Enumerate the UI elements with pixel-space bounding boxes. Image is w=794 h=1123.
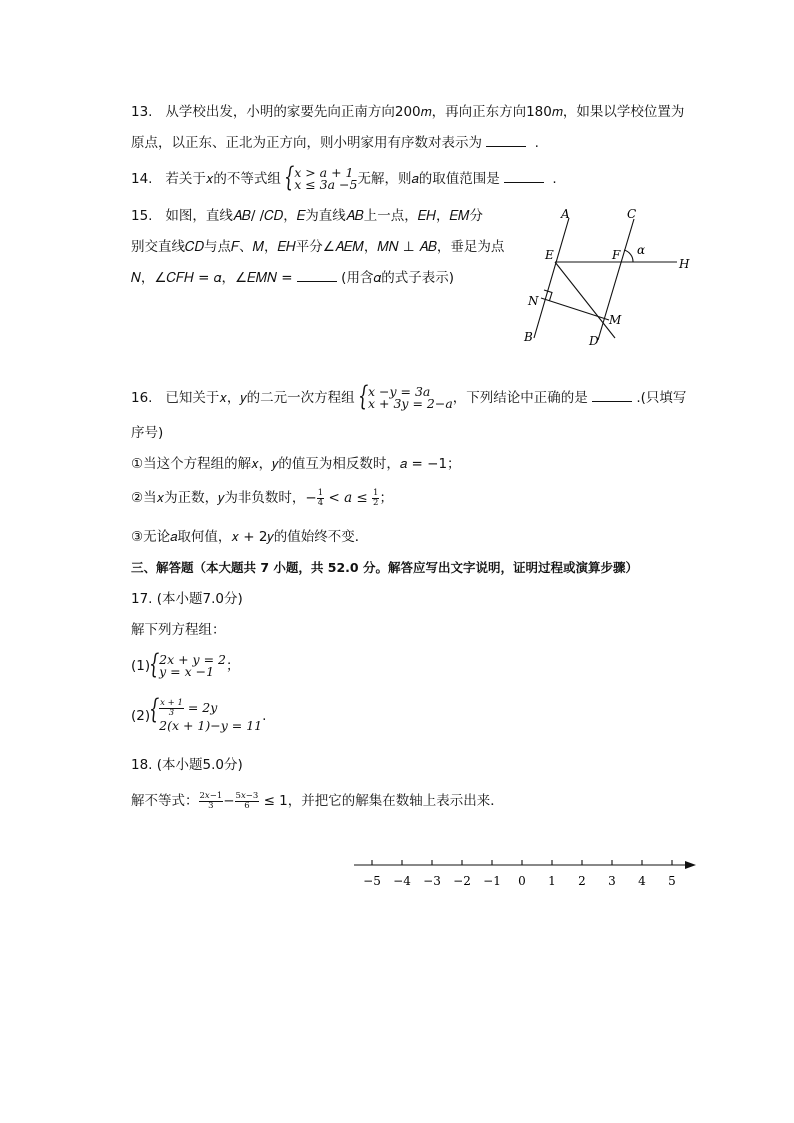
number-line-tick-label: −1	[483, 874, 501, 888]
q17-header	[131, 589, 243, 609]
number-line-tick-label: 3	[608, 874, 616, 888]
number-line-tick-label: 4	[638, 874, 646, 888]
q16-item1	[131, 454, 461, 474]
fraction-denominator: 2	[373, 497, 379, 508]
q16-sys-row2: 𝑥 + 3𝑦 = 2−𝑎	[367, 396, 453, 411]
q17-part2-row1	[159, 699, 262, 718]
q16-equation-system	[359, 386, 453, 410]
q15-text-2: 别交直线𝐶𝐷与点𝐹、𝑀，𝐸𝐻平分∠𝐴𝐸𝑀，𝑀𝑁 ⊥ 𝐴𝐵，垂足为点	[131, 239, 505, 255]
q18-header-text: 18. (本小题5.0分)	[131, 757, 243, 773]
q13-line2	[131, 133, 539, 153]
number-line	[350, 850, 700, 890]
label-c: C	[627, 207, 637, 221]
q15-line2	[131, 237, 504, 257]
label-e: E	[545, 248, 554, 262]
q15-text-3a: 𝑁，∠𝐶𝐹𝐻 = 𝛼，∠𝐸𝑀𝑁 =	[131, 270, 293, 286]
q14-answer-blank[interactable]	[504, 170, 544, 183]
q16-item2	[131, 486, 393, 510]
q17-prompt	[131, 620, 226, 640]
q18-minus: −	[223, 793, 235, 809]
q13-answer-blank[interactable]	[486, 134, 526, 147]
q17-part2-fraction	[159, 699, 184, 718]
label-m: M	[609, 313, 622, 327]
q18-body	[131, 788, 504, 814]
number-line-tick-label: 1	[548, 874, 556, 888]
q18-fraction-2	[235, 792, 260, 811]
q15-number: 15.	[131, 208, 153, 224]
fraction-denominator: 3	[208, 800, 214, 811]
q15-line3	[131, 268, 454, 288]
q16-text-2: 序号)	[131, 425, 164, 441]
q17-prompt-text: 解下列方程组：	[131, 622, 226, 638]
q17-header-text: 17. (本小题7.0分)	[131, 591, 243, 607]
number-line-tick-label: −5	[363, 874, 381, 888]
number-line-tick-label: 2	[578, 874, 586, 888]
q17-part2-row1-rest: = 2𝑦	[187, 699, 218, 715]
q16-suffix: ，下列结论中正确的是	[452, 390, 588, 406]
segment-mn	[541, 298, 609, 320]
number-line-tick-label: 5	[668, 874, 676, 888]
q14-sys-row1: { 𝑥 > 𝑎 + 1	[294, 165, 354, 180]
fraction-numerator: 5𝑥−3	[235, 790, 259, 801]
q15-text-3b: (用含𝛼的式子表示)	[341, 270, 455, 286]
number-line-tick-label: −3	[423, 874, 441, 888]
q17-part2-label: (2)	[131, 708, 151, 724]
q16-item3-text: ③无论𝑎取何值，𝑥 + 2𝑦的值始终不变．	[131, 529, 369, 545]
line-ab	[534, 218, 569, 338]
q17-part1	[131, 651, 239, 681]
q16-item3	[131, 527, 368, 547]
fraction-denominator: 3	[168, 707, 175, 718]
q16-line2	[131, 423, 163, 443]
section-3-heading	[131, 558, 638, 578]
q13-number: 13.	[131, 104, 153, 120]
q13-text-2: 原点，以正东、正北为正方向，则小明家用有序数对表示为	[131, 135, 482, 151]
label-h: H	[679, 257, 690, 271]
fraction-numerator: { 𝑥 + 1	[160, 697, 183, 708]
q16-line1	[131, 383, 686, 413]
number-line-tick-label: −4	[393, 874, 411, 888]
q16-tail: .(只填写	[636, 390, 687, 406]
q15-answer-blank[interactable]	[297, 269, 337, 282]
q17-part1-row2: 𝑦 = 𝑥 −1	[159, 664, 215, 679]
q17-part2-row2: 2(𝑥 + 1)−𝑦 = 11	[159, 717, 263, 733]
fraction-numerator: 1	[317, 487, 324, 498]
q17-part2-system	[150, 699, 262, 734]
fraction-numerator: 1	[373, 487, 379, 498]
segment-em	[555, 262, 615, 338]
q18-fraction-1	[199, 792, 224, 811]
q17-part2-end: .	[262, 708, 267, 724]
q17-part1-row1: { 2𝑥 + 𝑦 = 2	[159, 652, 226, 667]
label-alpha: α	[637, 243, 646, 257]
q15-text-1: 如图，直线𝐴𝐵/ /𝐶𝐷，𝐸为直线𝐴𝐵上一点，𝐸𝐻，𝐸𝑀分	[165, 208, 483, 224]
label-a: A	[561, 207, 570, 221]
q15-line1	[131, 206, 483, 226]
q14-sys-row2: 𝑥 ≤ 3𝑎 −5	[294, 177, 358, 192]
q16-prefix: 已知关于𝑥，𝑦的二元一次方程组	[165, 390, 355, 406]
q16-item2-mid: < 𝑎 ≤	[324, 490, 373, 506]
q13-end: .	[534, 135, 539, 151]
q16-sys-row1: { 𝑥 −𝑦 = 3𝑎	[367, 384, 431, 399]
q13-text-1: 从学校出发，小明的家要先向正南方向200𝑚，再向正东方向180𝑚，如果以学校位置为	[165, 104, 685, 120]
q16-item2-prefix: ②当𝑥为正数，𝑦为非负数时，−	[131, 490, 317, 506]
number-line-tick-label: 0	[518, 874, 526, 888]
q14-end: .	[552, 171, 557, 187]
label-f: F	[612, 248, 621, 262]
q14-number: 14.	[131, 171, 153, 187]
q13-line1	[131, 102, 684, 122]
number-line-tick-label: −2	[453, 874, 471, 888]
number-line-arrow	[685, 861, 696, 869]
q17-part1-label: (1)	[131, 658, 151, 674]
fraction-denominator: 4	[317, 497, 324, 508]
q14-line	[131, 164, 557, 194]
q16-answer-blank[interactable]	[592, 389, 632, 402]
q16-item1-text: ①当这个方程组的解𝑥，𝑦的值互为相反数时，𝑎 = −1；	[131, 456, 461, 472]
label-n: N	[528, 294, 539, 308]
q15-geometry-figure	[515, 202, 705, 352]
q17-part1-system	[150, 654, 226, 678]
q14-inequality-system	[285, 167, 357, 191]
label-b: B	[524, 330, 533, 344]
fraction-denominator: 6	[244, 800, 250, 811]
fraction-numerator: 2𝑥−1	[199, 790, 223, 801]
q18-header	[131, 755, 243, 775]
q16-number: 16.	[131, 390, 153, 406]
alpha-arc	[624, 250, 633, 262]
q14-suffix: 无解，则𝑎的取值范围是	[357, 171, 500, 187]
q18-prefix: 解不等式：	[131, 793, 199, 809]
label-d: D	[589, 334, 599, 348]
q17-part1-end: ；	[225, 658, 240, 674]
q16-item2-end: ；	[379, 490, 393, 506]
q18-suffix: ≤ 1，并把它的解集在数轴上表示出来．	[259, 793, 504, 809]
q17-part2	[131, 697, 266, 735]
section-3-heading-text: 三、解答题（本大题共 7 小题，共 52.0 分。解答应写出文字说明，证明过程或演算步骤）	[131, 560, 638, 575]
q14-prefix: 若关于𝑥的不等式组	[165, 171, 281, 187]
